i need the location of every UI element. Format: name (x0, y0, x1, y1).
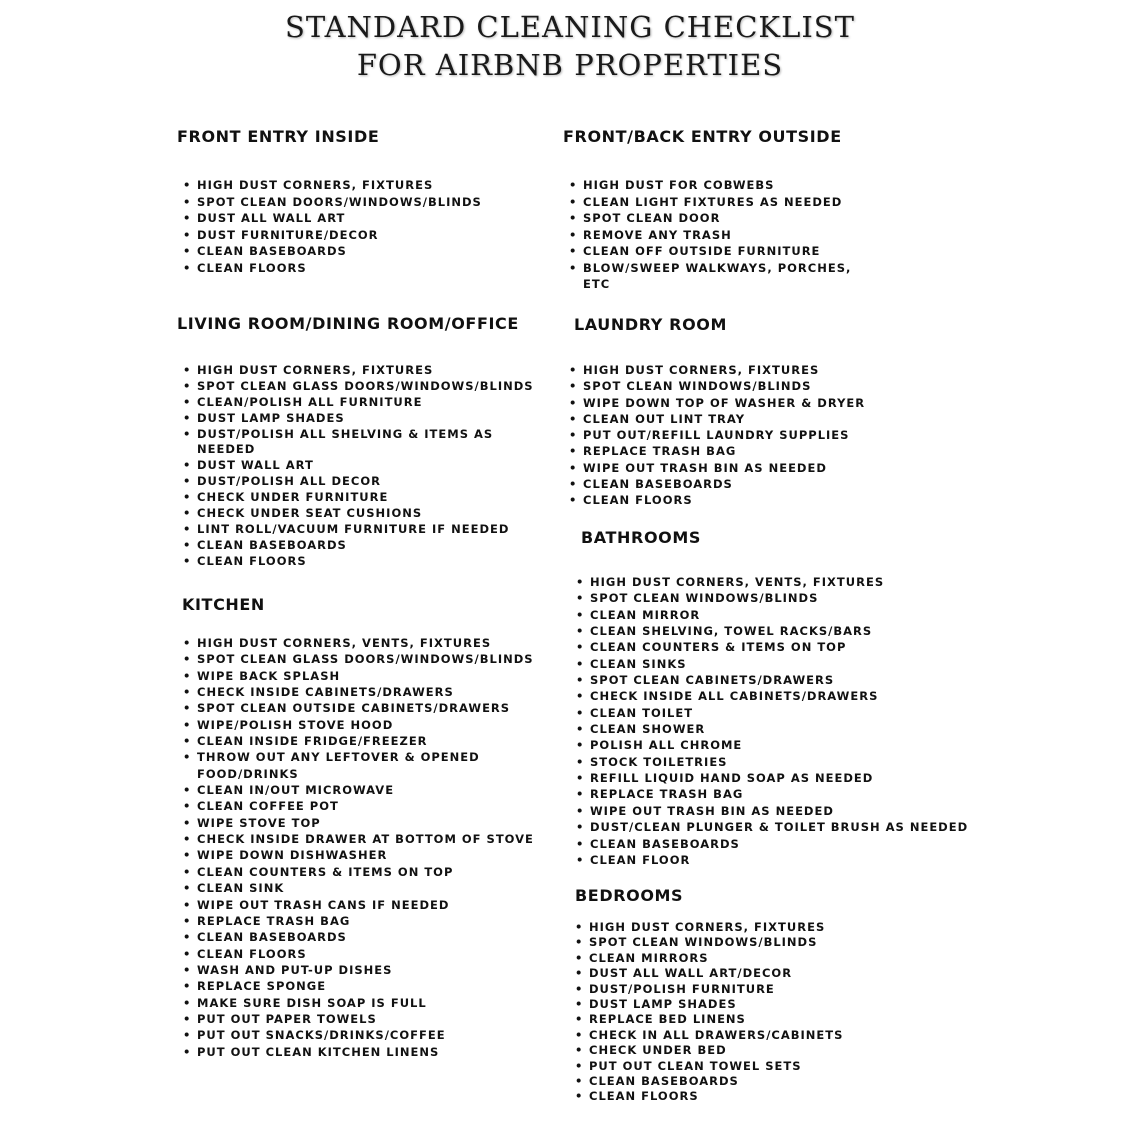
checklist-item: • WIPE OUT TRASH BIN AS NEEDED (563, 460, 865, 476)
checklist-item: • CLEAN FLOORS (563, 492, 865, 508)
checklist (177, 177, 482, 276)
checklist-item: • HIGH DUST CORNERS, VENTS, FIXTURES (570, 574, 968, 590)
checklist-item: • WIPE STOVE TOP (177, 815, 534, 831)
checklist-item: • PUT OUT PAPER TOWELS (177, 1011, 534, 1027)
checklist-item: • DUST/POLISH FURNITURE (569, 982, 843, 997)
checklist-item: • CLEAN TOILET (570, 705, 968, 721)
checklist-item: • CLEAN BASEBOARDS (563, 476, 865, 492)
checklist-item: • DUST LAMP SHADES (177, 411, 534, 427)
checklist-item: • CLEAN INSIDE FRIDGE/FREEZER (177, 733, 534, 749)
checklist-item: • SPOT CLEAN DOOR (563, 210, 851, 227)
checklist-item: • WASH AND PUT-UP DISHES (177, 962, 534, 978)
title-line-1: STANDARD CLEANING CHECKLIST (284, 10, 855, 44)
checklist-item: • CLEAN BASEBOARDS (570, 836, 968, 852)
checklist-item: • HIGH DUST CORNERS, VENTS, FIXTURES (177, 635, 534, 651)
checklist-item: • CLEAN SINK (177, 880, 534, 896)
checklist-item: • CHECK INSIDE CABINETS/DRAWERS (177, 684, 534, 700)
checklist-item: • HIGH DUST FOR COBWEBS (563, 177, 851, 194)
checklist-item: • REPLACE TRASH BAG (563, 443, 865, 459)
checklist-item: • SPOT CLEAN CABINETS/DRAWERS (570, 672, 968, 688)
checklist-item: • REPLACE TRASH BAG (570, 786, 968, 802)
checklist-item: • DUST/CLEAN PLUNGER & TOILET BRUSH AS NEEDED (570, 819, 968, 835)
checklist-item: • THROW OUT ANY LEFTOVER & OPENED (177, 749, 534, 765)
checklist-item: • CLEAN BASEBOARDS (177, 929, 534, 945)
checklist-item: • SPOT CLEAN WINDOWS/BLINDS (570, 590, 968, 606)
checklist-item: • CLEAN SHOWER (570, 721, 968, 737)
checklist-item: FOOD/DRINKS (197, 766, 299, 781)
checklist-item: • REMOVE ANY TRASH (563, 227, 851, 244)
checklist-item: • PUT OUT SNACKS/DRINKS/COFFEE (177, 1027, 534, 1043)
checklist-item: • CLEAN MIRROR (570, 607, 968, 623)
checklist-item: • WIPE/POLISH STOVE HOOD (177, 717, 534, 733)
checklist-item: • CLEAN FLOORS (177, 260, 482, 277)
checklist-item: • PUT OUT CLEAN TOWEL SETS (569, 1059, 843, 1074)
checklist-item: • CLEAN BASEBOARDS (569, 1074, 843, 1089)
page-title (0, 8, 1140, 84)
checklist-item: • REFILL LIQUID HAND SOAP AS NEEDED (570, 770, 968, 786)
section-heading: BEDROOMS (575, 886, 684, 905)
checklist-item: • CHECK INSIDE DRAWER AT BOTTOM OF STOVE (177, 831, 534, 847)
checklist-item: • CLEAN/POLISH ALL FURNITURE (177, 395, 534, 411)
checklist-item: • WIPE BACK SPLASH (177, 668, 534, 684)
checklist-item: • CLEAN FLOOR (570, 852, 968, 868)
checklist-item: • DUST WALL ART (177, 458, 534, 474)
checklist-item: • CLEAN IN/OUT MICROWAVE (177, 782, 534, 798)
checklist-item: • HIGH DUST CORNERS, FIXTURES (177, 363, 534, 379)
checklist-item: • SPOT CLEAN WINDOWS/BLINDS (569, 935, 843, 950)
checklist-item: • CLEAN FLOORS (177, 554, 534, 570)
checklist-item: • DUST ALL WALL ART/DECOR (569, 966, 843, 981)
checklist (177, 635, 534, 1060)
checklist (563, 362, 865, 509)
checklist-item: • CLEAN FLOORS (177, 946, 534, 962)
checklist-item: • WIPE DOWN TOP OF WASHER & DRYER (563, 395, 865, 411)
checklist-item: • LINT ROLL/VACUUM FURNITURE IF NEEDED (177, 522, 534, 538)
checklist-item: • PUT OUT CLEAN KITCHEN LINENS (177, 1044, 534, 1060)
checklist-item: • DUST/POLISH ALL DECOR (177, 474, 534, 490)
checklist-item: • CHECK IN ALL DRAWERS/CABINETS (569, 1028, 843, 1043)
checklist-item: • BLOW/SWEEP WALKWAYS, PORCHES, (563, 260, 851, 277)
checklist-item: • REPLACE BED LINENS (569, 1012, 843, 1027)
section-heading: FRONT ENTRY INSIDE (177, 127, 380, 146)
checklist-item: • REPLACE SPONGE (177, 978, 534, 994)
checklist-item: • CLEAN COUNTERS & ITEMS ON TOP (177, 864, 534, 880)
section-front-back-entry-outside (563, 127, 851, 293)
section-front-entry-inside (177, 127, 482, 276)
checklist-item: • CLEAN OFF OUTSIDE FURNITURE (563, 243, 851, 260)
checklist-item: • MAKE SURE DISH SOAP IS FULL (177, 995, 534, 1011)
checklist-item: • WIPE OUT TRASH CANS IF NEEDED (177, 897, 534, 913)
title-line-2: FOR AIRBNB PROPERTIES (356, 48, 784, 82)
checklist-item: • DUST ALL WALL ART (177, 210, 482, 227)
checklist-item: • CLEAN FLOORS (569, 1089, 843, 1104)
checklist-item: • PUT OUT/REFILL LAUNDRY SUPPLIES (563, 427, 865, 443)
checklist-item: NEEDED (197, 442, 256, 457)
checklist-item: • CLEAN LIGHT FIXTURES AS NEEDED (563, 194, 851, 211)
section-heading: KITCHEN (182, 595, 265, 614)
section-heading: LAUNDRY ROOM (574, 315, 727, 334)
checklist-item: • HIGH DUST CORNERS, FIXTURES (569, 920, 843, 935)
checklist-item: • SPOT CLEAN GLASS DOORS/WINDOWS/BLINDS (177, 379, 534, 395)
checklist-item: • CHECK UNDER BED (569, 1043, 843, 1058)
checklist-item: • HIGH DUST CORNERS, FIXTURES (177, 177, 482, 194)
checklist-item: • SPOT CLEAN DOORS/WINDOWS/BLINDS (177, 194, 482, 211)
checklist-item: • WIPE OUT TRASH BIN AS NEEDED (570, 803, 968, 819)
checklist-item: ETC (583, 277, 611, 291)
checklist-item: • DUST LAMP SHADES (569, 997, 843, 1012)
checklist-item: • SPOT CLEAN WINDOWS/BLINDS (563, 378, 865, 394)
checklist-item: • STOCK TOILETRIES (570, 754, 968, 770)
checklist-item: • CLEAN SINKS (570, 656, 968, 672)
checklist (563, 177, 851, 293)
section-heading: LIVING ROOM/DINING ROOM/OFFICE (177, 314, 519, 333)
checklist-item: • CLEAN COUNTERS & ITEMS ON TOP (570, 639, 968, 655)
checklist (177, 363, 534, 570)
checklist-item: • DUST FURNITURE/DECOR (177, 227, 482, 244)
section-bedrooms (569, 886, 843, 1105)
checklist-item: • CHECK UNDER FURNITURE (177, 490, 534, 506)
checklist-item: • CLEAN BASEBOARDS (177, 538, 534, 554)
checklist-item: • SPOT CLEAN OUTSIDE CABINETS/DRAWERS (177, 700, 534, 716)
checklist-item: • CLEAN COFFEE POT (177, 798, 534, 814)
checklist (569, 920, 843, 1105)
checklist-item: • POLISH ALL CHROME (570, 737, 968, 753)
checklist-item: • CHECK INSIDE ALL CABINETS/DRAWERS (570, 688, 968, 704)
section-kitchen (177, 595, 534, 1060)
checklist-item: • HIGH DUST CORNERS, FIXTURES (563, 362, 865, 378)
checklist-item: • CHECK UNDER SEAT CUSHIONS (177, 506, 534, 522)
section-heading: BATHROOMS (581, 528, 702, 547)
checklist-item: • CLEAN SHELVING, TOWEL RACKS/BARS (570, 623, 968, 639)
checklist-item: • WIPE DOWN DISHWASHER (177, 847, 534, 863)
section-living-room (177, 314, 534, 570)
checklist-item: • CLEAN MIRRORS (569, 951, 843, 966)
checklist-item: • SPOT CLEAN GLASS DOORS/WINDOWS/BLINDS (177, 651, 534, 667)
checklist-item: • REPLACE TRASH BAG (177, 913, 534, 929)
section-heading: FRONT/BACK ENTRY OUTSIDE (563, 127, 842, 146)
checklist-item: • CLEAN OUT LINT TRAY (563, 411, 865, 427)
section-laundry-room (563, 315, 865, 509)
checklist (570, 574, 968, 868)
section-bathrooms (570, 528, 968, 868)
checklist-item: • CLEAN BASEBOARDS (177, 243, 482, 260)
checklist-item: • DUST/POLISH ALL SHELVING & ITEMS AS (177, 427, 534, 443)
